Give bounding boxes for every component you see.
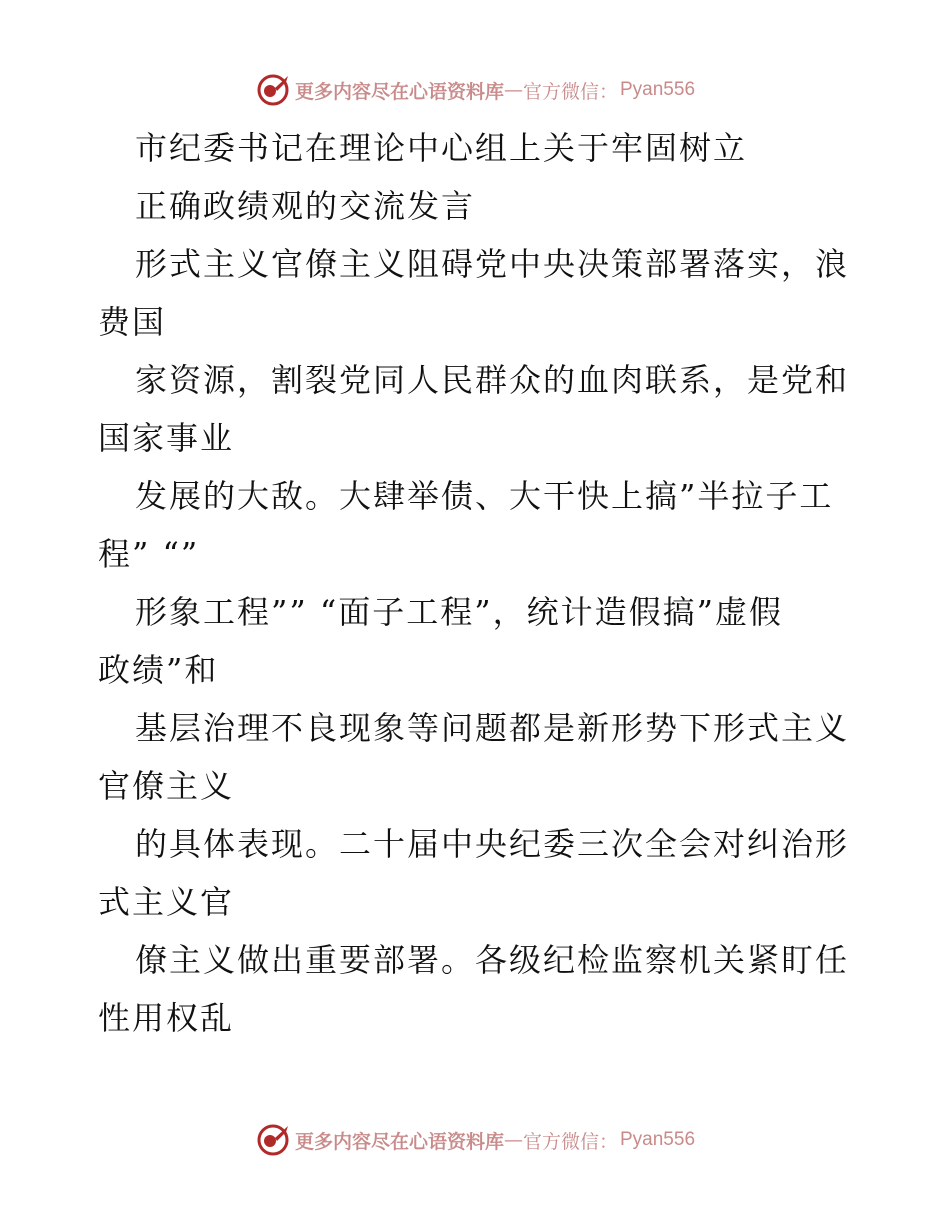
- doc-line: 程” “”: [98, 535, 200, 573]
- watermark-brand: 更多内容尽在心语资料库: [294, 80, 504, 103]
- watermark-wechat-label: 官方微信：: [522, 80, 618, 103]
- doc-line: 发展的大敌。大肆举债、大干快上搞”半拉子工: [135, 477, 834, 515]
- watermark-wechat-id: Pyan556: [620, 1129, 696, 1150]
- watermark-wechat-label: 官方微信：: [522, 1130, 618, 1153]
- doc-line: 的具体表现。二十届中央纪委三次全会对纠治形: [135, 825, 850, 863]
- doc-title-line-2: 正确政绩观的交流发言: [135, 187, 476, 225]
- doc-line: 国家事业: [98, 419, 235, 457]
- footer-watermark: [0, 1120, 950, 1160]
- logo-icon: [255, 1122, 291, 1158]
- watermark-separator: —: [503, 1129, 523, 1151]
- watermark-separator: —: [503, 79, 523, 101]
- logo-icon: [255, 72, 291, 108]
- doc-line: 僚主义做出重要部署。各级纪检监察机关紧盯任: [135, 941, 850, 979]
- watermark-brand: 更多内容尽在心语资料库: [294, 1130, 504, 1153]
- doc-line: 家资源，割裂党同人民群众的血肉联系，是党和: [135, 361, 850, 399]
- doc-line: 形式主义官僚主义阻碍党中央决策部署落实，浪: [135, 245, 850, 283]
- doc-line: 性用权乱: [98, 999, 235, 1037]
- doc-line: 基层治理不良现象等问题都是新形势下形式主义: [135, 709, 850, 747]
- watermark-wechat-id: Pyan556: [620, 79, 696, 100]
- header-watermark: [0, 70, 950, 110]
- doc-line: 式主义官: [98, 883, 235, 921]
- doc-line: 费国: [98, 303, 167, 341]
- doc-line: 政绩”和: [98, 651, 219, 689]
- doc-title-line-1: 市纪委书记在理论中心组上关于牢固树立: [135, 129, 748, 167]
- doc-line: 官僚主义: [98, 767, 235, 805]
- doc-line: 形象工程”” “面子工程”，统计造假搞”虚假: [135, 593, 783, 631]
